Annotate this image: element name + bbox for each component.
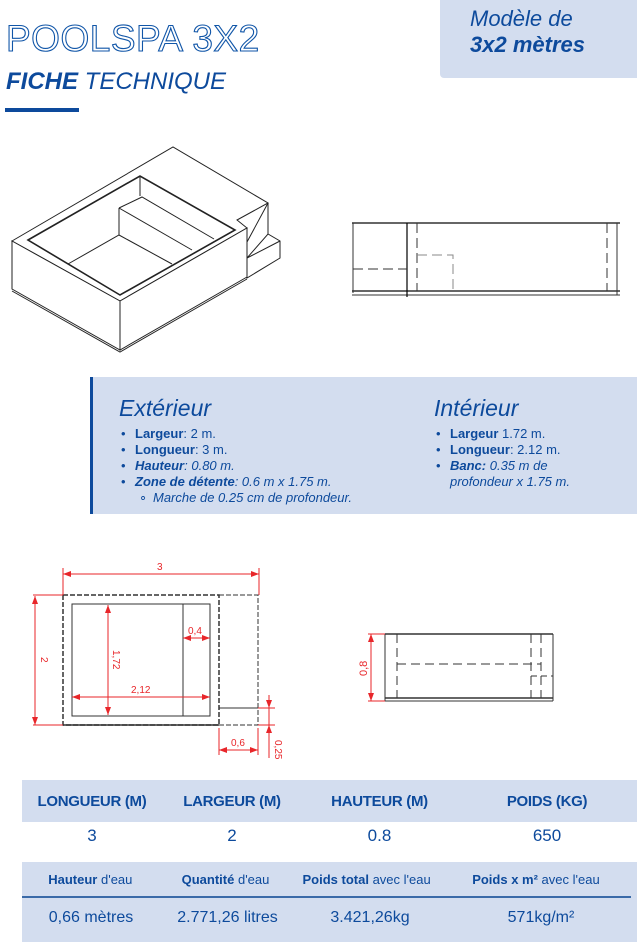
spec-item: • Longueur: 3 m. <box>119 442 352 458</box>
spec-item: • Banc: 0.35 m de <box>434 458 570 474</box>
cell-width: 2 <box>227 826 237 845</box>
subtitle-light: TECHNIQUE <box>78 68 227 95</box>
model-badge-line1: Modèle de <box>470 6 573 31</box>
subtitle-bold: FICHE <box>6 68 78 95</box>
dim-inner-width-label: 1,72 <box>110 650 121 670</box>
cell-length: 3 <box>87 826 97 845</box>
title-underline <box>5 108 79 112</box>
exterior-specs <box>119 395 352 506</box>
interior-title: Intérieur <box>434 395 519 421</box>
column-header-weight: POIDS (KG) <box>506 792 588 810</box>
side-elevation-drawing <box>345 215 620 300</box>
spec-item: • Zone de détente: 0.6 m x 1.75 m. <box>119 474 352 490</box>
cell-weight: 650 <box>532 826 562 845</box>
plan-view-drawing <box>20 560 295 770</box>
dim-height-label: 0,8 <box>358 660 370 676</box>
water-table-header <box>22 862 631 898</box>
spec-item: • Hauteur: 0.80 m. <box>119 458 352 474</box>
cell-weight-per-m2: 571kg/m² <box>507 909 575 926</box>
document-subtitle <box>6 68 226 96</box>
spec-item: • Longueur: 2.12 m. <box>434 442 570 458</box>
specifications-panel <box>90 377 637 514</box>
main-table-row <box>22 822 637 850</box>
cell-water-quantity: 2.771,26 litres <box>177 909 278 926</box>
spec-item-continuation: profondeur x 1.75 m. <box>450 474 570 489</box>
water-table-row <box>22 898 637 938</box>
cell-water-height: 0,66 mètres <box>48 909 134 926</box>
cell-height: 0.8 <box>367 826 392 845</box>
model-badge-line2: 3x2 mètres <box>470 32 585 57</box>
model-badge <box>440 0 637 78</box>
spec-item: • Largeur 1.72 m. <box>434 426 570 442</box>
dim-bench-label: 0,4 <box>188 626 202 637</box>
dim-step-length-label: 0,6 <box>231 738 245 749</box>
dim-length-label: 3 <box>157 562 163 573</box>
dim-step-depth-label: 0,25 <box>272 740 283 760</box>
column-header-weight-per-m2: Poids x m² avec l'eau <box>472 871 600 887</box>
column-header-length: LONGUEUR (M) <box>37 792 147 810</box>
cell-total-weight: 3.421,26kg <box>330 909 410 926</box>
column-header-water-height: Hauteur d'eau <box>48 871 133 887</box>
isometric-drawing <box>0 140 300 360</box>
column-header-water-quantity: Quantité d'eau <box>181 871 270 887</box>
spec-item: • Largeur: 2 m. <box>119 426 352 442</box>
interior-specs <box>434 395 570 490</box>
dim-inner-length-label: 2,12 <box>131 685 151 696</box>
exterior-title: Extérieur <box>119 395 212 421</box>
spec-sub-item: ∘ Marche de 0.25 cm de profondeur. <box>119 490 352 506</box>
main-table-header <box>22 780 637 822</box>
height-elevation-drawing <box>340 620 580 720</box>
column-header-height: HAUTEUR (M) <box>331 792 428 810</box>
column-header-total-weight: Poids total avec l'eau <box>302 871 431 887</box>
water-table <box>22 862 637 942</box>
product-title: POOLSPA 3X2 <box>6 18 260 59</box>
dim-width-label: 2 <box>38 657 49 663</box>
column-header-width: LARGEUR (M) <box>183 792 281 810</box>
